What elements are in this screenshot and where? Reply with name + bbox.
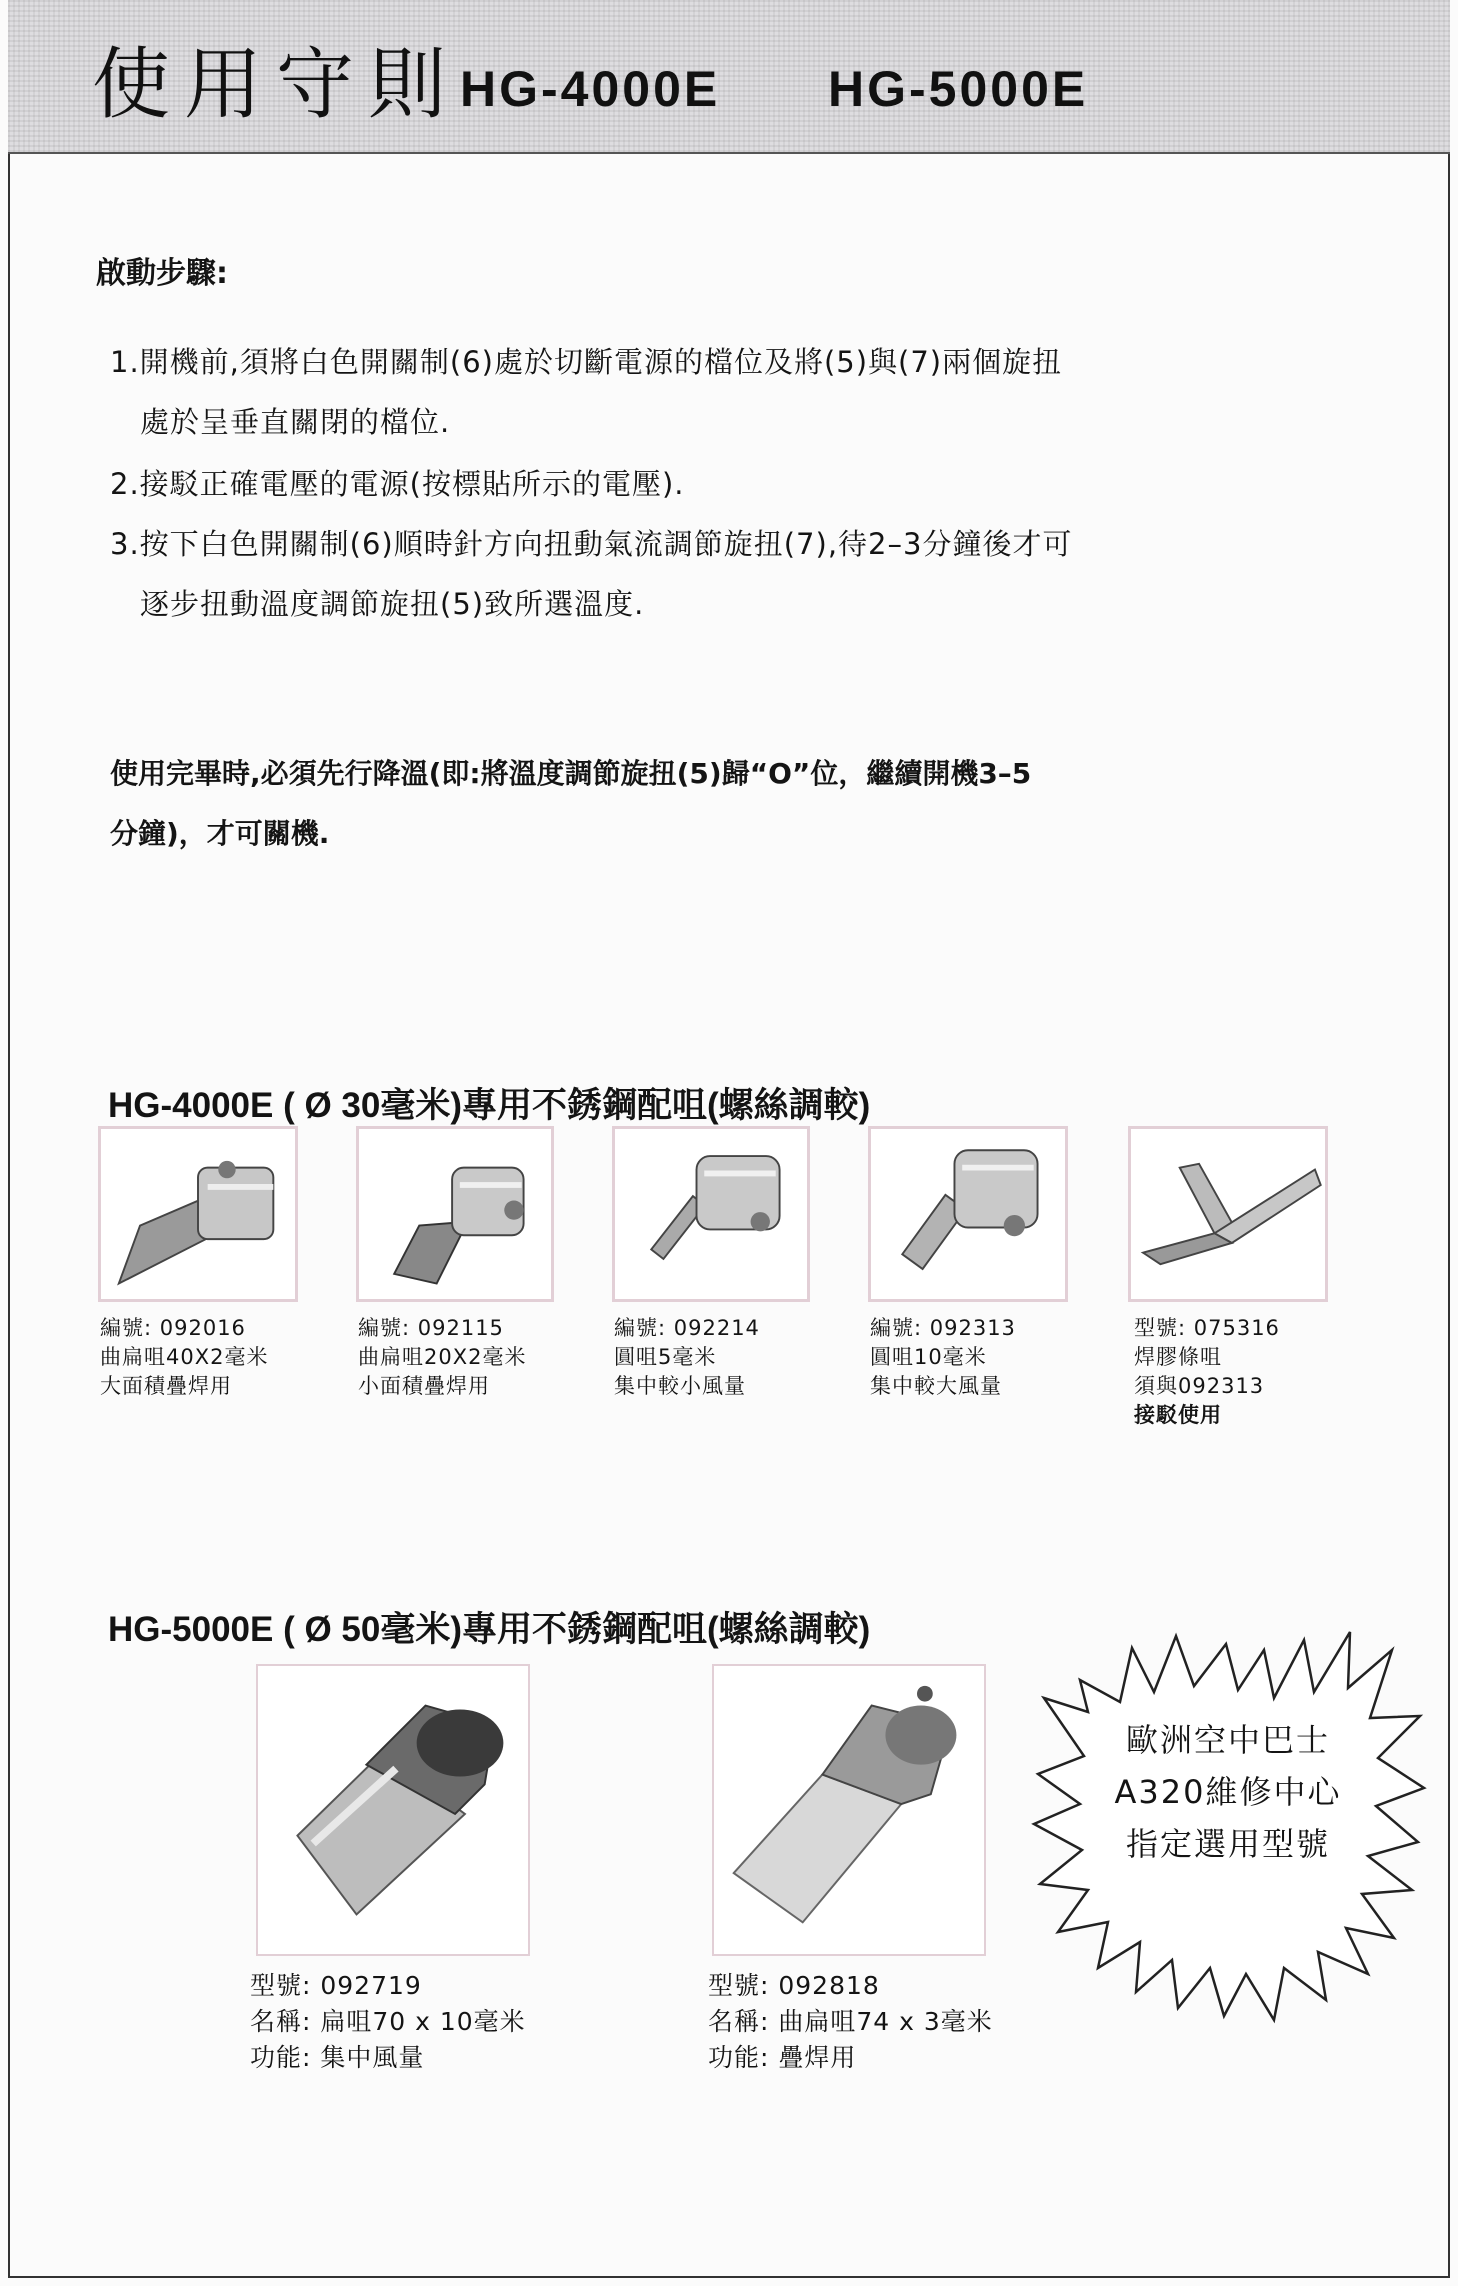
nozzle-092313-caption	[870, 1314, 1016, 1401]
hg4000-accessories-title: HG-4000E ( Ø 30毫米)專用不銹鋼配咀(螺絲調較)	[108, 1086, 871, 1125]
model-hg4000e: HG-4000E	[460, 61, 721, 117]
step-2-line-1: 2.接駁正確電壓的電源(按標貼所示的電壓).	[110, 467, 685, 501]
nozzle-092313-image	[868, 1126, 1068, 1302]
caption-line: 曲扁咀40X2毫米	[100, 1345, 269, 1369]
round-nozzle-10mm-icon	[871, 1129, 1065, 1299]
callout-line: 指定選用型號	[1125, 1825, 1330, 1863]
nozzle-092719-caption	[250, 1968, 526, 2076]
caption-line: 焊膠條咀	[1134, 1345, 1222, 1369]
nozzle-092016-caption	[100, 1314, 268, 1401]
step-3-line-1: 3.按下白色開關制(6)順時針方向扭動氣流調節旋扭(7),待2–3分鐘後才可	[110, 527, 1073, 561]
caption-line: 小面積疊焊用	[358, 1374, 490, 1398]
shutdown-note-line-2: 分鐘)，才可關機.	[110, 817, 330, 850]
flat-nozzle-wide-icon	[101, 1129, 295, 1299]
caption-line: 集中較大風量	[870, 1374, 1002, 1398]
nozzle-092214-caption	[614, 1314, 760, 1401]
step-3-line-2: 逐步扭動溫度調節旋扭(5)致所選溫度.	[140, 587, 645, 621]
caption-line: 型號: 075316	[1134, 1316, 1280, 1340]
curved-flat-nozzle-icon	[714, 1666, 984, 1954]
callout-line: 歐洲空中巴士	[1125, 1721, 1330, 1759]
caption-line: 須與092313	[1134, 1374, 1265, 1398]
nozzle-075316-caption	[1134, 1314, 1280, 1430]
caption-line: 編號: 092214	[614, 1316, 760, 1340]
nozzle-092818-image	[712, 1664, 986, 1956]
step-1-line-1: 1.開機前,須將白色開關制(6)處於切斷電源的檔位及將(5)與(7)兩個旋扭	[110, 345, 1063, 379]
nozzle-075316-image	[1128, 1126, 1328, 1302]
caption-line: 功能: 集中風量	[250, 2043, 425, 2072]
nozzle-092115-image	[356, 1126, 554, 1302]
shutdown-note-line-1: 使用完畢時,必須先行降溫(即:將溫度調節旋扭(5)歸“O”位，繼續開機3–5	[110, 757, 1032, 790]
nozzle-092115-caption	[358, 1314, 526, 1401]
caption-line: 大面積疊焊用	[100, 1374, 232, 1398]
caption-line: 編號: 092313	[870, 1316, 1016, 1340]
caption-line: 曲扁咀20X2毫米	[358, 1345, 527, 1369]
model-hg5000e: HG-5000E	[828, 61, 1089, 117]
caption-line: 圓咀10毫米	[870, 1345, 987, 1369]
caption-line: 型號: 092719	[250, 1971, 422, 2000]
hg5000-accessories-title: HG-5000E ( Ø 50毫米)專用不銹鋼配咀(螺絲調較)	[108, 1610, 871, 1649]
airbus-callout	[1028, 1714, 1428, 1870]
nozzle-092214-image	[612, 1126, 810, 1302]
caption-line: 名稱: 曲扁咀74 x 3毫米	[708, 2007, 993, 2036]
page-header	[8, 0, 1450, 154]
caption-line: 編號: 092016	[100, 1316, 246, 1340]
welding-strip-nozzle-icon	[1131, 1129, 1325, 1299]
caption-line: 編號: 092115	[358, 1316, 504, 1340]
wide-flat-nozzle-icon	[258, 1666, 528, 1954]
step-1-line-2: 處於呈垂直關閉的檔位.	[140, 405, 451, 439]
nozzle-092818-caption	[708, 1968, 993, 2076]
callout-line: A320維修中心	[1114, 1773, 1342, 1811]
caption-line: 功能: 疊焊用	[708, 2043, 857, 2072]
nozzle-092016-image	[98, 1126, 298, 1302]
caption-line: 型號: 092818	[708, 1971, 880, 2000]
round-nozzle-5mm-icon	[615, 1129, 807, 1299]
caption-line: 集中較小風量	[614, 1374, 746, 1398]
startup-heading: 啟動步驟:	[96, 256, 228, 291]
flat-nozzle-narrow-icon	[359, 1129, 551, 1299]
page-title: 使用守則	[92, 40, 461, 130]
caption-line: 圓咀5毫米	[614, 1345, 717, 1369]
caption-line: 名稱: 扁咀70 x 10毫米	[250, 2007, 526, 2036]
caption-line: 接駁使用	[1134, 1403, 1222, 1427]
nozzle-092719-image	[256, 1664, 530, 1956]
